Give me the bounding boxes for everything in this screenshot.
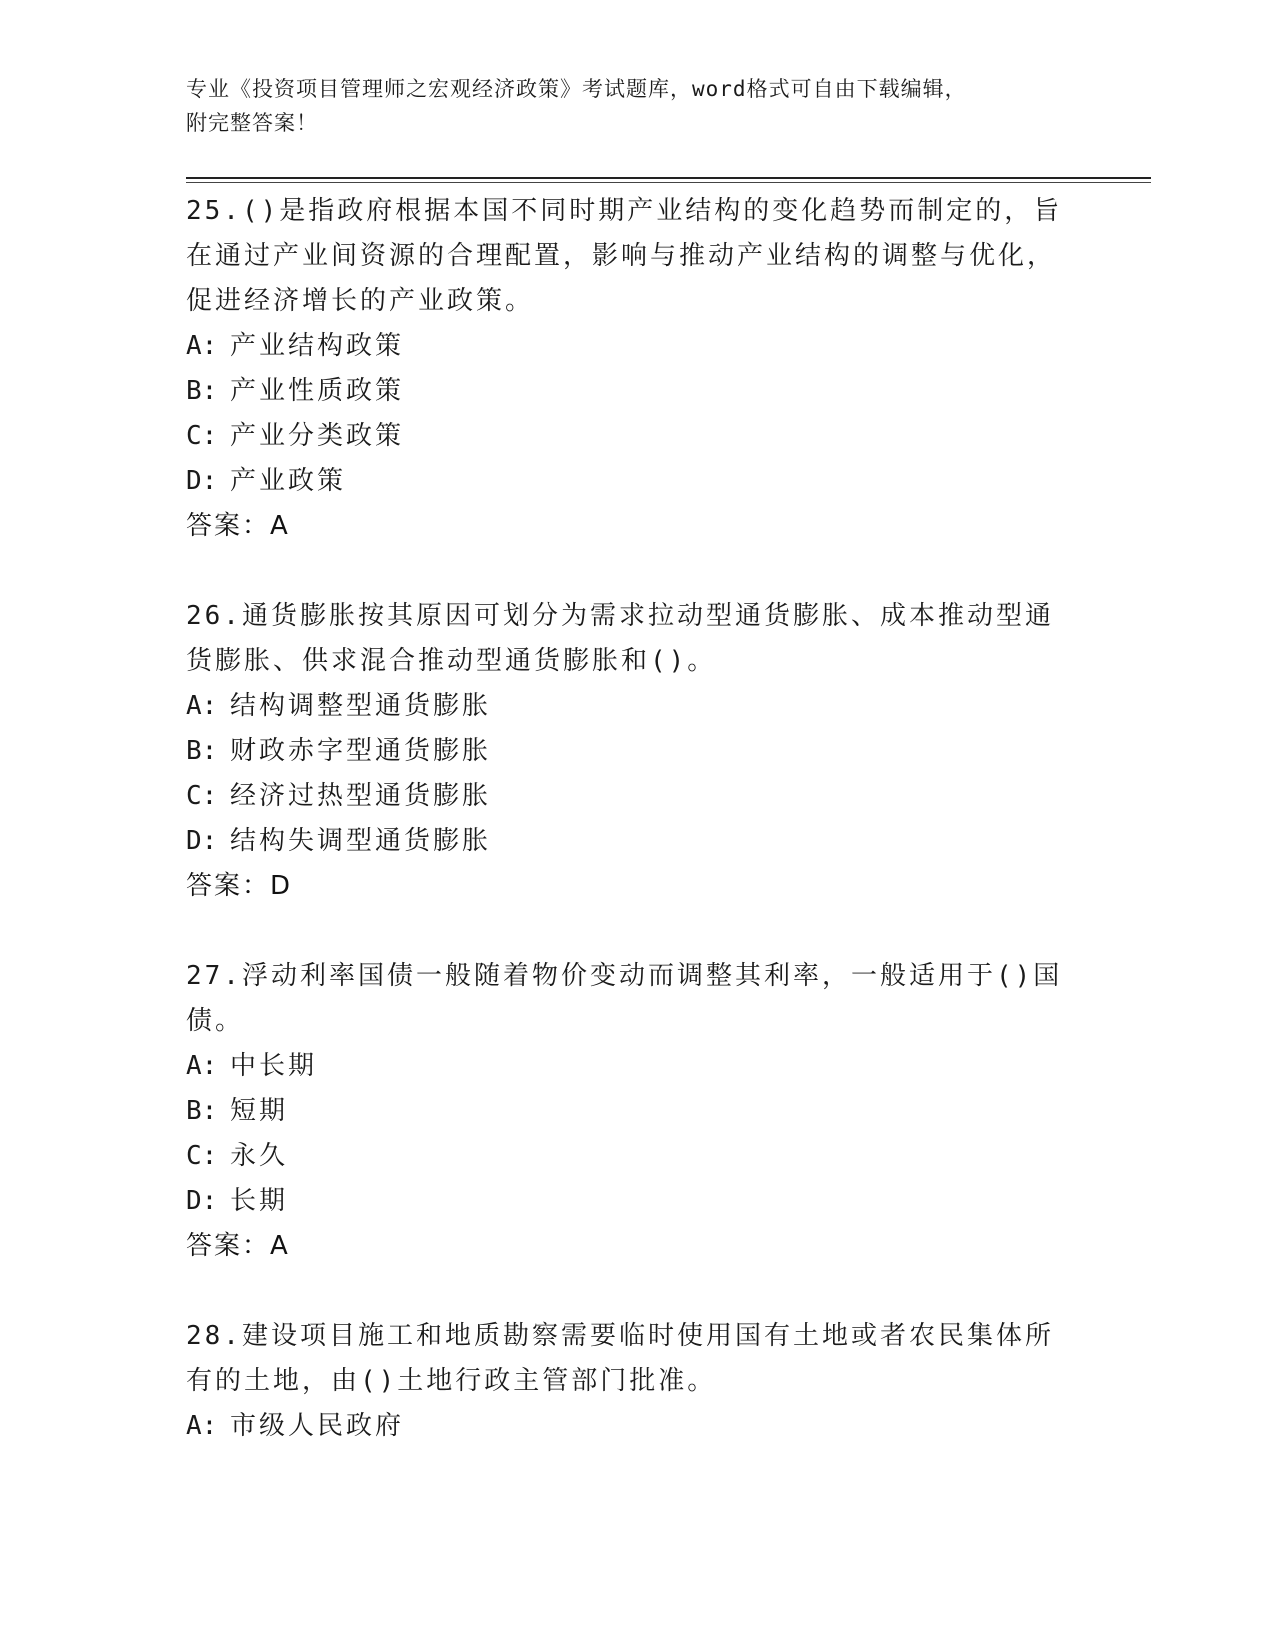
option-b: [186, 369, 1066, 414]
answer-line: 答案：D: [186, 871, 293, 901]
option-letter: B:: [186, 736, 218, 766]
question-list: [186, 189, 1066, 1449]
header-line-2: 附完整答案！: [186, 111, 318, 135]
option-text: 产业结构政策: [230, 331, 405, 361]
option-letter: B:: [186, 376, 218, 406]
option-c: [186, 414, 1066, 459]
question-text: 28.建设项目施工和地质勘察需要临时使用国有土地或者农民集体所有的土地，由()土地行政主管部门批准。: [186, 1321, 1054, 1396]
option-text: 产业性质政策: [230, 376, 405, 406]
option-a: [186, 684, 1066, 729]
option-a: [186, 324, 1066, 369]
option-text: 经济过热型通货膨胀: [230, 781, 492, 811]
option-text: 永久: [230, 1141, 289, 1171]
question-26: [186, 594, 1066, 909]
option-d: [186, 459, 1066, 504]
option-d: [186, 819, 1066, 864]
option-letter: D:: [186, 826, 218, 856]
option-letter: A:: [186, 1411, 218, 1441]
document-header: [186, 72, 1086, 140]
option-text: 长期: [230, 1186, 289, 1216]
option-d: [186, 1179, 1066, 1224]
option-letter: A:: [186, 331, 218, 361]
question-28: [186, 1314, 1066, 1449]
option-letter: D:: [186, 466, 218, 496]
spacer: [186, 909, 1066, 954]
option-text: 中长期: [230, 1051, 318, 1081]
option-a: [186, 1044, 1066, 1089]
option-a: [186, 1404, 1066, 1449]
option-text: 结构失调型通货膨胀: [230, 826, 492, 856]
header-line-1: 专业《投资项目管理师之宏观经济政策》考试题库，word格式可自由下载编辑，: [186, 77, 967, 101]
option-text: 财政赤字型通货膨胀: [230, 736, 492, 766]
question-text: 25.()是指政府根据本国不同时期产业结构的变化趋势而制定的，旨在通过产业间资源的合理配置，影响与推动产业结构的调整与优化，促进经济增长的产业政策。: [186, 196, 1063, 316]
option-text: 产业分类政策: [230, 421, 405, 451]
option-text: 市级人民政府: [230, 1411, 405, 1441]
option-text: 结构调整型通货膨胀: [230, 691, 492, 721]
option-letter: B:: [186, 1096, 218, 1126]
question-27: [186, 954, 1066, 1269]
option-c: [186, 774, 1066, 819]
option-c: [186, 1134, 1066, 1179]
answer-line: 答案：A: [186, 1231, 290, 1261]
question-25: [186, 189, 1066, 549]
option-letter: D:: [186, 1186, 218, 1216]
header-divider-thin: [186, 182, 1151, 183]
option-letter: C:: [186, 781, 218, 811]
spacer: [186, 1269, 1066, 1314]
option-b: [186, 729, 1066, 774]
question-text: 27.浮动利率国债一般随着物价变动而调整其利率，一般适用于()国债。: [186, 961, 1063, 1036]
option-letter: A:: [186, 691, 218, 721]
option-letter: C:: [186, 421, 218, 451]
option-b: [186, 1089, 1066, 1134]
header-divider-thick: [186, 177, 1151, 179]
spacer: [186, 549, 1066, 594]
option-letter: C:: [186, 1141, 218, 1171]
option-text: 产业政策: [230, 466, 347, 496]
question-text: 26.通货膨胀按其原因可划分为需求拉动型通货膨胀、成本推动型通货膨胀、供求混合推动型通货膨胀和()。: [186, 601, 1054, 676]
option-letter: A:: [186, 1051, 218, 1081]
option-text: 短期: [230, 1096, 289, 1126]
answer-line: 答案：A: [186, 511, 290, 541]
